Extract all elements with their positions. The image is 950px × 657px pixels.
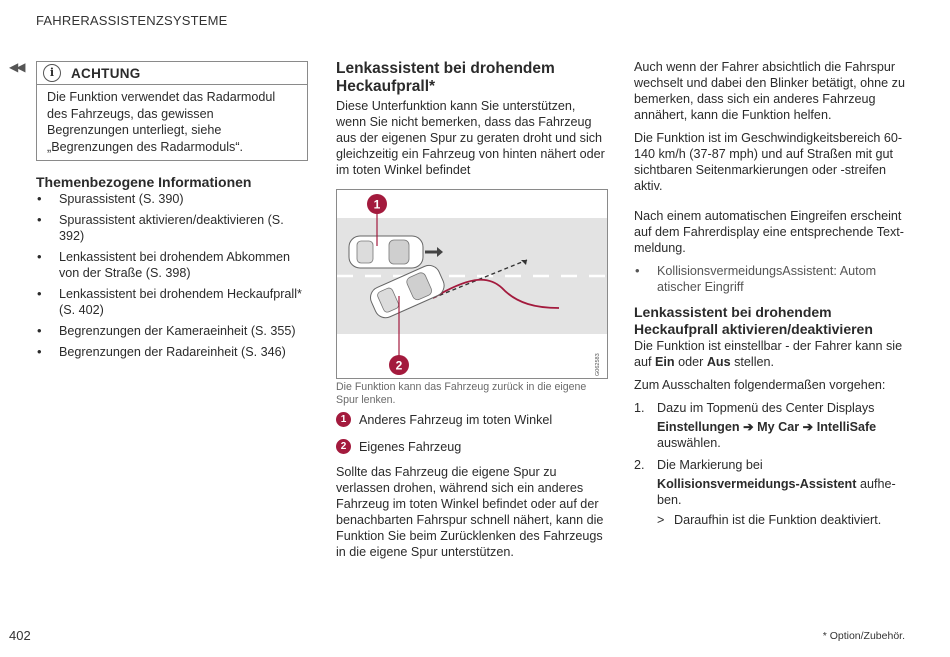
warning-text: Die Funktion verwendet das Radarmodul des Fahrzeugs, das gewissen Begrenzungen unterliegt, siehe „Begrenzungen des Radarmoduls“. [47,90,276,154]
collision-avoidance-link[interactable]: • KollisionsvermeidungsAssistent: Autom atischer Eingriff [634,263,908,295]
lane-diagram [337,190,607,378]
warning-box [36,61,308,161]
footnote: * Option/Zubehör. [822,630,905,642]
legend-badge: 1 [336,412,351,427]
legend-text: Anderes Fahrzeug im toten Winkel [359,412,553,427]
right-para-5: Zum Ausschalten folgendermaßen vorgehen: [634,378,886,392]
p4-text: oder [674,355,707,369]
right-link-list [634,263,908,295]
aus-option: Aus [706,355,731,369]
step-text-end: aufheben. [657,477,896,507]
right-subheading-line2: Heckaufprall aktivieren/deaktivieren [634,321,873,337]
step-text-end: auswählen. [657,436,721,450]
legend-item-1 [336,412,552,427]
related-link[interactable]: • Lenkassistent bei drohendem Heckaufprall* (S. 402) [36,286,308,318]
figure-code: G062583 [595,353,601,376]
other-car-icon [349,236,423,268]
related-info [36,174,308,365]
result-arrow-icon: > [657,513,665,527]
menu-my-car: My Car [757,420,800,434]
result-text: Daraufhin ist die Funktion deaktiviert. [674,513,882,527]
figure-caption: Die Funktion kann das Fahrzeug zurück in die eigene Spur lenken. [336,381,587,406]
arrow-right-icon: ➔ [802,420,814,434]
warning-header [37,62,307,85]
related-list [36,191,308,360]
right-subheading [634,304,908,338]
step-2 [634,457,908,528]
legend-item-2 [336,439,461,454]
step-1 [634,400,908,451]
ein-option: Ein [655,355,675,369]
step-result [657,512,908,528]
right-para-4 [634,338,908,370]
related-link[interactable]: • Spurassistent aktivieren/deaktivieren (S. 392) [36,212,308,244]
badge-1-label: 1 [373,197,381,212]
page-header: FAHRERASSISTENZSYSTEME [36,13,228,28]
right-subheading-line1: Lenkassistent bei drohendem [634,304,832,320]
illustration [336,189,608,379]
related-link[interactable]: • Begrenzungen der Radareinheit (S. 346) [36,344,308,360]
double-left-arrow-icon[interactable]: ◀◀ [9,60,24,74]
info-icon: i [43,64,61,82]
section-title [336,60,608,96]
step-number: 2. [634,458,645,472]
related-link[interactable]: • Lenkassistent bei drohendem Abkommen von der Straße (S. 398) [36,249,308,281]
right-column [634,59,908,534]
step-text: Die Markierung bei [657,458,763,472]
warning-title: ACHTUNG [71,65,141,81]
page-number: 402 [9,628,31,643]
step-text: Dazu im Topmenü des Center Displays [657,401,875,415]
middle-column-top [336,60,608,178]
right-para-3: Nach einem automatischen Eingreifen erscheint auf dem Fahrerdisplay eine entsprechende Textmeldung. [634,209,904,255]
related-link[interactable]: • Spurassistent (S. 390) [36,191,308,207]
step-number: 1. [634,401,645,415]
related-heading: Themenbezogene Informationen [36,174,252,190]
p4-text: Die Funktion ist einstellbar - der Fahrer kann sie auf [634,339,903,369]
section-intro: Diese Unterfunktion kann Sie unterstützen, wenn Sie nicht bemerken, dass das Fahrzeug aus der eigenen Spur zu geraten droht und sich gleichzeitig ein Fahrzeug von hinten nähert oder im toten Winkel befindet [336,99,605,177]
p4-text: stellen. [730,355,775,369]
menu-path [657,419,908,435]
menu-intellisafe: IntelliSafe [816,420,877,434]
arrow-right-icon: ➔ [743,420,754,434]
middle-paragraph: Sollte das Fahrzeug die eigene Spur zu verlassen drohen, während sich ein anderes Fahrzeug im toten Winkel befindet oder auf der benachbarten Fahrspur schnell nähert, kann die Funktion Sie beim Zurücklenken des Fahrzeugs in die eigene Spur unterstützen. [336,465,604,559]
related-link[interactable]: • Begrenzungen der Kameraeinheit (S. 355) [36,323,308,339]
legend-text: Eigenes Fahrzeug [359,439,462,454]
section-title-line1: Lenkassistent bei drohendem [336,60,555,77]
legend-badge: 2 [336,439,351,454]
section-title-line2: Heckaufprall* [336,78,436,95]
step-2-option [657,476,908,508]
menu-settings: Einstellungen [657,420,740,434]
right-para-2: Die Funktion ist im Geschwindigkeitsbereich 60-140 km/h (37-87 mph) und auf Straßen mit gut sichtbaren Seitenmarkierungen oder -streifen aktiv. [634,131,903,193]
steps-list [634,400,908,528]
badge-2-label: 2 [395,358,403,373]
collision-assistant-option: Kollisionsvermeidungs-Assistent [657,477,857,491]
right-para-1: Auch wenn der Fahrer absichtlich die Fahrspur wechselt und dabei den Blinker betätigt, ohne zu bemerken, dass sich ein anderes Fahrzeug annähert, kann die Funktion helfen. [634,60,905,122]
